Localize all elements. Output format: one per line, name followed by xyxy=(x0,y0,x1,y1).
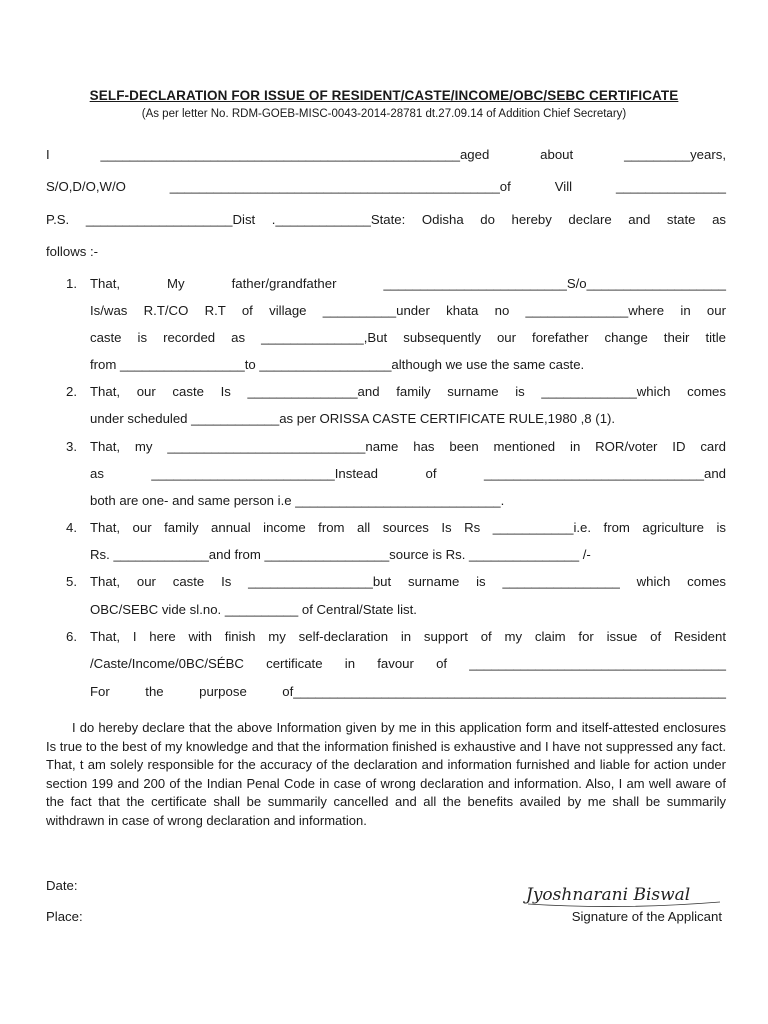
intro-line-name: I _________________________________________________aged about _________years, xyxy=(46,147,726,162)
signature-text: Jyoshnarani Biswal xyxy=(526,885,691,905)
date-label: Date: xyxy=(46,878,78,893)
signature-label: Signature of the Applicant xyxy=(571,909,722,924)
item-number: 6. xyxy=(66,629,77,644)
item-number: 3. xyxy=(66,439,77,454)
intro-line-follows: follows :- xyxy=(46,244,99,259)
item-number: 1. xyxy=(66,276,77,291)
item-1-line: That, My father/grandfather _________________________S/o___________________ xyxy=(90,276,726,291)
item-5-line: OBC/SEBC vide sl.no. __________ of Central/State list. xyxy=(90,602,417,617)
item-5-line: That, our caste Is _________________but surname is ________________ which comes xyxy=(90,574,726,589)
item-4-line: That, our family annual income from all sources Is Rs ___________i.e. from agriculture is xyxy=(90,520,726,535)
item-6-line: For the purpose of___________________________________________________________ xyxy=(90,684,726,699)
item-1-line: Is/was R.T/CO R.T of village __________under khata no ______________where in our xyxy=(90,303,726,318)
item-6-line: /Caste/Income/0BC/SÉBC certificate in favour of ___________________________________ xyxy=(90,656,726,671)
item-1-line: from _________________to __________________although we use the same caste. xyxy=(90,357,585,372)
item-6-line: That, I here with finish my self-declaration in support of my claim for issue of Resident xyxy=(90,629,726,644)
item-number: 5. xyxy=(66,574,77,589)
item-number: 4. xyxy=(66,520,77,535)
document-title: SELF-DECLARATION FOR ISSUE OF RESIDENT/CASTE/INCOME/OBC/SEBC CERTIFICATE xyxy=(89,88,679,103)
place-label: Place: xyxy=(46,909,83,924)
intro-line-location: P.S. ____________________Dist ._____________State: Odisha do hereby declare and state as xyxy=(46,212,726,227)
declaration-text: I do hereby declare that the above Information given by me in this application form and itself-attested enclosures Is true to the best of my knowledge and that the information finished is exhaustive and I have not suppressed any fact. That, t am solely responsible for the accuracy of the declaration and information furnished and liable for action under section 199 and 200 of the Indian Penal Code in case of wrong declaration and information. Also, I am well aware of the fact that the certificate shall be summarily cancelled and all the benefits availed by me shall be summarily withdrawn in case of wrong declaration and information. xyxy=(46,720,726,828)
applicant-signature xyxy=(520,876,740,910)
declaration-paragraph xyxy=(46,719,726,830)
item-4-line: Rs. _____________and from _________________source is Rs. _______________ /- xyxy=(90,547,591,562)
item-1-line: caste is recorded as ______________,But subsequently our forefather change their title xyxy=(90,330,726,345)
item-3-line: That, my ___________________________name has been mentioned in ROR/voter ID card xyxy=(90,439,726,454)
item-2-line: That, our caste Is _______________and family surname is _____________which comes xyxy=(90,384,726,399)
item-3-line: as _________________________Instead of ______________________________and xyxy=(90,466,726,481)
document-subtitle: (As per letter No. RDM-GOEB-MISC-0043-2014-28781 dt.27.09.14 of Addition Chief Secretary) xyxy=(141,108,627,120)
item-3-line: both are one- and same person i.e ____________________________. xyxy=(90,493,505,508)
intro-line-relation: S/O,D/O,W/O _____________________________________________of Vill _______________ xyxy=(46,179,726,194)
item-number: 2. xyxy=(66,384,77,399)
item-2-line: under scheduled ____________as per ORISSA CASTE CERTIFICATE RULE,1980 ,8 (1). xyxy=(90,411,616,426)
